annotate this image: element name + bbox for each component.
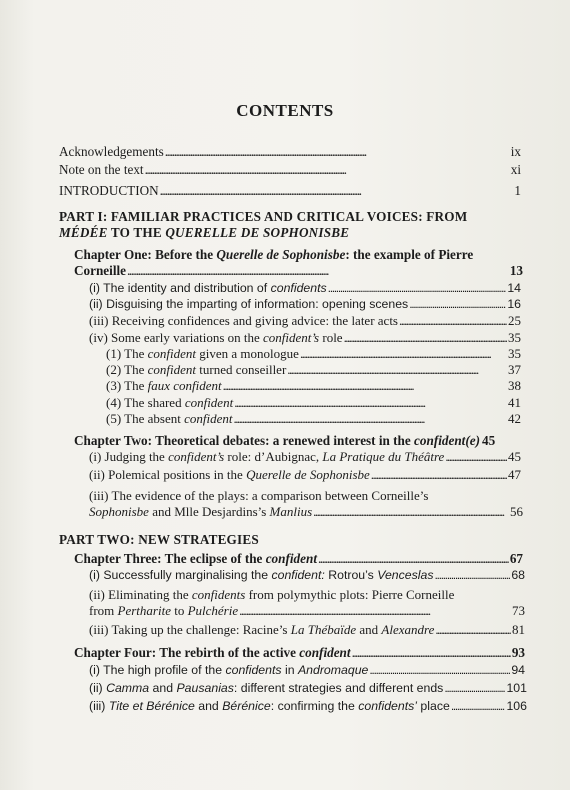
toc-entry-note-on-text[interactable]: Note on the text . . . xi — [59, 162, 521, 178]
toc-entry-ch1-i[interactable]: (i) The identity and distribution of confidents . . . 14 — [89, 280, 521, 296]
toc-entry-ch4-i[interactable]: (i) The high profile of the confidents in Andromaque . . . 94 — [89, 662, 525, 678]
chapter-one-title[interactable]: Chapter One: Before the Querelle de Sophonisbe: the example of Pierre — [74, 247, 474, 262]
toc-entry-ch1-iv-3[interactable]: (3) The faux confident . . . 38 — [106, 378, 521, 394]
toc-entry-ch2-i[interactable]: (i) Judging the confident’s role: d’Aubignac, La Pratique du Théâtre . . . 45 — [89, 449, 521, 465]
toc-entry-ch1-iv[interactable]: (iv) Some early variations on the confident’s role . . . 35 — [89, 330, 521, 346]
toc-entry-ch1-ii[interactable]: (ii) Disguising the imparting of information: opening scenes . . . 16 — [89, 296, 521, 312]
toc-entry-ch1-iii[interactable]: (iii) Receiving confidences and giving advice: the later acts . . . 25 — [89, 313, 521, 329]
part-one-heading-line2: MÉDÉE TO THE QUERELLE DE SOPHONISBE — [59, 225, 350, 240]
toc-entry-ch2-iii-line1[interactable]: (iii) The evidence of the plays: a comparison between Corneille’s — [89, 488, 429, 503]
chapter-three-title[interactable]: Chapter Three: The eclipse of the confident . . . 67 — [74, 551, 523, 567]
toc-entry-ch4-ii[interactable]: (ii) Camma and Pausanias: different strategies and different ends . . . 101 — [89, 680, 527, 696]
part-two-heading: PART TWO: NEW STRATEGIES — [59, 532, 259, 547]
toc-entry-ch4-iii[interactable]: (iii) Tite et Bérénice and Bérénice: confirming the confidents’ place . . . 106 — [89, 698, 527, 714]
toc-entry-ch2-iii[interactable]: Sophonisbe and Mlle Desjardins’s Manlius . . . 56 — [89, 504, 523, 520]
toc-entry-ch1-iv-2[interactable]: (2) The confident turned conseiller . . . 37 — [106, 362, 521, 378]
toc-entry-ch3-ii[interactable]: from Pertharite to Pulchérie . . . 73 — [89, 603, 525, 619]
toc-entry-ch1-iv-5[interactable]: (5) The absent confident . . . 42 — [106, 411, 521, 427]
toc-entry-ch3-i[interactable]: (i) Successfully marginalising the confident: Rotrou’s Venceslas . . . 68 — [89, 567, 525, 583]
contents-heading: CONTENTS — [236, 101, 334, 120]
toc-entry-acknowledgements[interactable]: Acknowledgements . . . ix — [59, 144, 521, 160]
toc-entry-ch3-ii-line1[interactable]: (ii) Eliminating the confidents from polymythic plots: Pierre Corneille — [89, 587, 455, 602]
toc-entry-introduction[interactable]: INTRODUCTION . . . 1 — [59, 183, 521, 199]
chapter-four-title[interactable]: Chapter Four: The rebirth of the active confident . . . 93 — [74, 645, 525, 661]
part-one-heading: PART I: FAMILIAR PRACTICES AND CRITICAL VOICES: FROM — [59, 209, 468, 224]
chapter-two-title[interactable]: Chapter Two: Theoretical debates: a renewed interest in the confident(e) 45 — [74, 433, 496, 448]
toc-entry-ch3-iii[interactable]: (iii) Taking up the challenge: Racine’s La Thébaïde and Alexandre . . . 81 — [89, 622, 525, 638]
toc-entry-ch2-ii[interactable]: (ii) Polemical positions in the Querelle de Sophonisbe . . . 47 — [89, 467, 521, 483]
chapter-one-title-line2[interactable]: Corneille . . . 13 — [74, 263, 523, 279]
toc-entry-ch1-iv-4[interactable]: (4) The shared confident . . . 41 — [106, 395, 521, 411]
toc-entry-ch1-iv-1[interactable]: (1) The confident given a monologue . . . 35 — [106, 346, 521, 362]
